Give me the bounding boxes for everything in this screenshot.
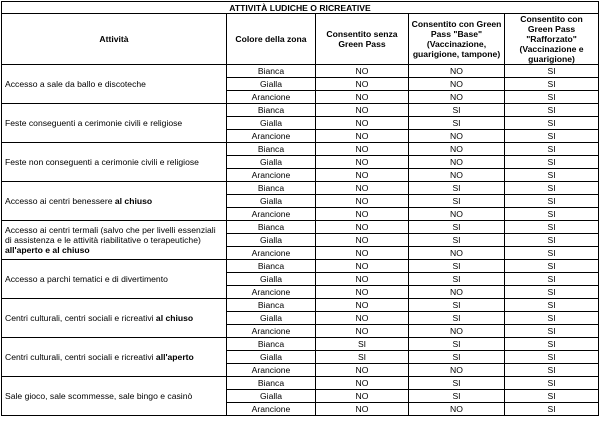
activity-label-emphasis: all'aperto e al chiuso: [5, 245, 90, 255]
table-title: ATTIVITÀ LUDICHE O RICREATIVE: [2, 2, 599, 14]
reinforced-pass-cell: SI: [505, 260, 599, 273]
zone-cell: Gialla: [227, 156, 316, 169]
zone-cell: Bianca: [227, 377, 316, 390]
header-zone: Colore della zona: [227, 14, 316, 65]
base-pass-cell: NO: [409, 247, 505, 260]
reinforced-pass-cell: SI: [505, 312, 599, 325]
reinforced-pass-cell: SI: [505, 195, 599, 208]
activity-cell: [2, 143, 227, 182]
zone-cell: Arancione: [227, 91, 316, 104]
reinforced-pass-cell: SI: [505, 390, 599, 403]
base-pass-cell: SI: [409, 104, 505, 117]
reinforced-pass-cell: SI: [505, 117, 599, 130]
base-pass-cell: SI: [409, 312, 505, 325]
activity-cell: [2, 377, 227, 416]
no-pass-cell: NO: [316, 91, 409, 104]
no-pass-cell: NO: [316, 312, 409, 325]
reinforced-pass-cell: SI: [505, 247, 599, 260]
base-pass-cell: NO: [409, 130, 505, 143]
base-pass-cell: SI: [409, 221, 505, 234]
zone-cell: Gialla: [227, 117, 316, 130]
reinforced-pass-cell: SI: [505, 299, 599, 312]
zone-cell: Bianca: [227, 260, 316, 273]
reinforced-pass-cell: SI: [505, 156, 599, 169]
activity-label: Accesso ai centri termali (salvo che per livelli essenziali di assistenza e le attività riabilitative o terapeutiche): [5, 225, 216, 245]
table-row: [2, 221, 599, 234]
base-pass-cell: NO: [409, 208, 505, 221]
base-pass-cell: NO: [409, 325, 505, 338]
no-pass-cell: NO: [316, 286, 409, 299]
zone-cell: Arancione: [227, 364, 316, 377]
activity-label: Accesso a parchi tematici e di divertimento: [5, 274, 168, 284]
reinforced-pass-cell: SI: [505, 273, 599, 286]
table-row: [2, 299, 599, 312]
activity-cell: [2, 338, 227, 377]
no-pass-cell: NO: [316, 65, 409, 78]
zone-cell: Arancione: [227, 247, 316, 260]
table-body: [2, 65, 599, 416]
no-pass-cell: NO: [316, 221, 409, 234]
no-pass-cell: NO: [316, 364, 409, 377]
zone-cell: Gialla: [227, 351, 316, 364]
no-pass-cell: NO: [316, 299, 409, 312]
no-pass-cell: SI: [316, 351, 409, 364]
activity-label-emphasis: al chiuso: [114, 196, 153, 206]
no-pass-cell: NO: [316, 169, 409, 182]
zone-cell: Arancione: [227, 169, 316, 182]
activity-label-emphasis: al chiuso: [155, 313, 194, 323]
activity-label: Sale gioco, sale scommesse, sale bingo e casinò: [5, 391, 193, 401]
activity-cell: [2, 260, 227, 299]
reinforced-pass-cell: SI: [505, 91, 599, 104]
reinforced-pass-cell: SI: [505, 78, 599, 91]
reinforced-pass-cell: SI: [505, 351, 599, 364]
base-pass-cell: NO: [409, 156, 505, 169]
base-pass-cell: SI: [409, 260, 505, 273]
no-pass-cell: NO: [316, 156, 409, 169]
base-pass-cell: NO: [409, 169, 505, 182]
base-pass-cell: SI: [409, 338, 505, 351]
base-pass-cell: SI: [409, 234, 505, 247]
no-pass-cell: NO: [316, 182, 409, 195]
activity-label: Accesso ai centri benessere: [5, 196, 115, 206]
reinforced-pass-cell: SI: [505, 169, 599, 182]
no-pass-cell: NO: [316, 117, 409, 130]
reinforced-pass-cell: SI: [505, 104, 599, 117]
base-pass-cell: SI: [409, 351, 505, 364]
zone-cell: Gialla: [227, 234, 316, 247]
zone-cell: Arancione: [227, 286, 316, 299]
reinforced-pass-cell: SI: [505, 130, 599, 143]
no-pass-cell: NO: [316, 247, 409, 260]
no-pass-cell: NO: [316, 325, 409, 338]
table-row: [2, 143, 599, 156]
activity-cell: [2, 221, 227, 260]
header-base-pass: Consentito con Green Pass "Base" (Vaccinazione, guarigione, tampone): [409, 14, 505, 65]
base-pass-cell: SI: [409, 377, 505, 390]
reinforced-pass-cell: SI: [505, 221, 599, 234]
base-pass-cell: NO: [409, 65, 505, 78]
zone-cell: Gialla: [227, 390, 316, 403]
activity-label: Centri culturali, centri sociali e ricreativi: [5, 313, 156, 323]
zone-cell: Gialla: [227, 273, 316, 286]
reinforced-pass-cell: SI: [505, 377, 599, 390]
base-pass-cell: NO: [409, 78, 505, 91]
zone-cell: Bianca: [227, 65, 316, 78]
activity-label: Feste conseguenti a cerimonie civili e religiose: [5, 118, 183, 128]
base-pass-cell: SI: [409, 299, 505, 312]
table-row: [2, 260, 599, 273]
reinforced-pass-cell: SI: [505, 234, 599, 247]
base-pass-cell: NO: [409, 403, 505, 416]
header-no-pass: Consentito senza Green Pass: [316, 14, 409, 65]
table-row: [2, 104, 599, 117]
activity-label-emphasis: all'aperto: [155, 352, 194, 362]
reinforced-pass-cell: SI: [505, 286, 599, 299]
no-pass-cell: NO: [316, 260, 409, 273]
no-pass-cell: NO: [316, 208, 409, 221]
no-pass-cell: NO: [316, 377, 409, 390]
zone-cell: Bianca: [227, 221, 316, 234]
zone-cell: Bianca: [227, 143, 316, 156]
zone-cell: Arancione: [227, 130, 316, 143]
activity-cell: [2, 104, 227, 143]
zone-cell: Bianca: [227, 104, 316, 117]
zone-cell: Bianca: [227, 338, 316, 351]
activity-cell: [2, 182, 227, 221]
base-pass-cell: SI: [409, 390, 505, 403]
header-reinforced-pass: Consentito con Green Pass "Rafforzato" (Vaccinazione e guarigione): [505, 14, 599, 65]
reinforced-pass-cell: SI: [505, 143, 599, 156]
zone-cell: Arancione: [227, 208, 316, 221]
reinforced-pass-cell: SI: [505, 325, 599, 338]
base-pass-cell: NO: [409, 364, 505, 377]
no-pass-cell: NO: [316, 195, 409, 208]
base-pass-cell: NO: [409, 91, 505, 104]
rules-sheet: [1, 1, 598, 416]
zone-cell: Arancione: [227, 325, 316, 338]
no-pass-cell: NO: [316, 390, 409, 403]
header-activity: Attività: [2, 14, 227, 65]
no-pass-cell: NO: [316, 143, 409, 156]
base-pass-cell: NO: [409, 143, 505, 156]
activity-label: Centri culturali, centri sociali e ricreativi: [5, 352, 156, 362]
table-row: [2, 377, 599, 390]
table-row: [2, 182, 599, 195]
zone-cell: Gialla: [227, 78, 316, 91]
table-row: [2, 65, 599, 78]
base-pass-cell: SI: [409, 273, 505, 286]
base-pass-cell: NO: [409, 286, 505, 299]
no-pass-cell: NO: [316, 78, 409, 91]
base-pass-cell: SI: [409, 195, 505, 208]
activity-label: Accesso a sale da ballo e discoteche: [5, 79, 146, 89]
reinforced-pass-cell: SI: [505, 65, 599, 78]
zone-cell: Gialla: [227, 195, 316, 208]
no-pass-cell: NO: [316, 234, 409, 247]
base-pass-cell: SI: [409, 117, 505, 130]
no-pass-cell: SI: [316, 338, 409, 351]
no-pass-cell: NO: [316, 104, 409, 117]
reinforced-pass-cell: SI: [505, 182, 599, 195]
rules-table: [1, 1, 599, 416]
zone-cell: Bianca: [227, 299, 316, 312]
zone-cell: Arancione: [227, 403, 316, 416]
activity-label: Feste non conseguenti a cerimonie civili e religiose: [5, 157, 199, 167]
table-row: [2, 338, 599, 351]
reinforced-pass-cell: SI: [505, 208, 599, 221]
base-pass-cell: SI: [409, 182, 505, 195]
no-pass-cell: NO: [316, 273, 409, 286]
no-pass-cell: NO: [316, 130, 409, 143]
zone-cell: Gialla: [227, 312, 316, 325]
reinforced-pass-cell: SI: [505, 338, 599, 351]
activity-cell: [2, 65, 227, 104]
reinforced-pass-cell: SI: [505, 403, 599, 416]
reinforced-pass-cell: SI: [505, 364, 599, 377]
zone-cell: Bianca: [227, 182, 316, 195]
no-pass-cell: NO: [316, 403, 409, 416]
activity-cell: [2, 299, 227, 338]
